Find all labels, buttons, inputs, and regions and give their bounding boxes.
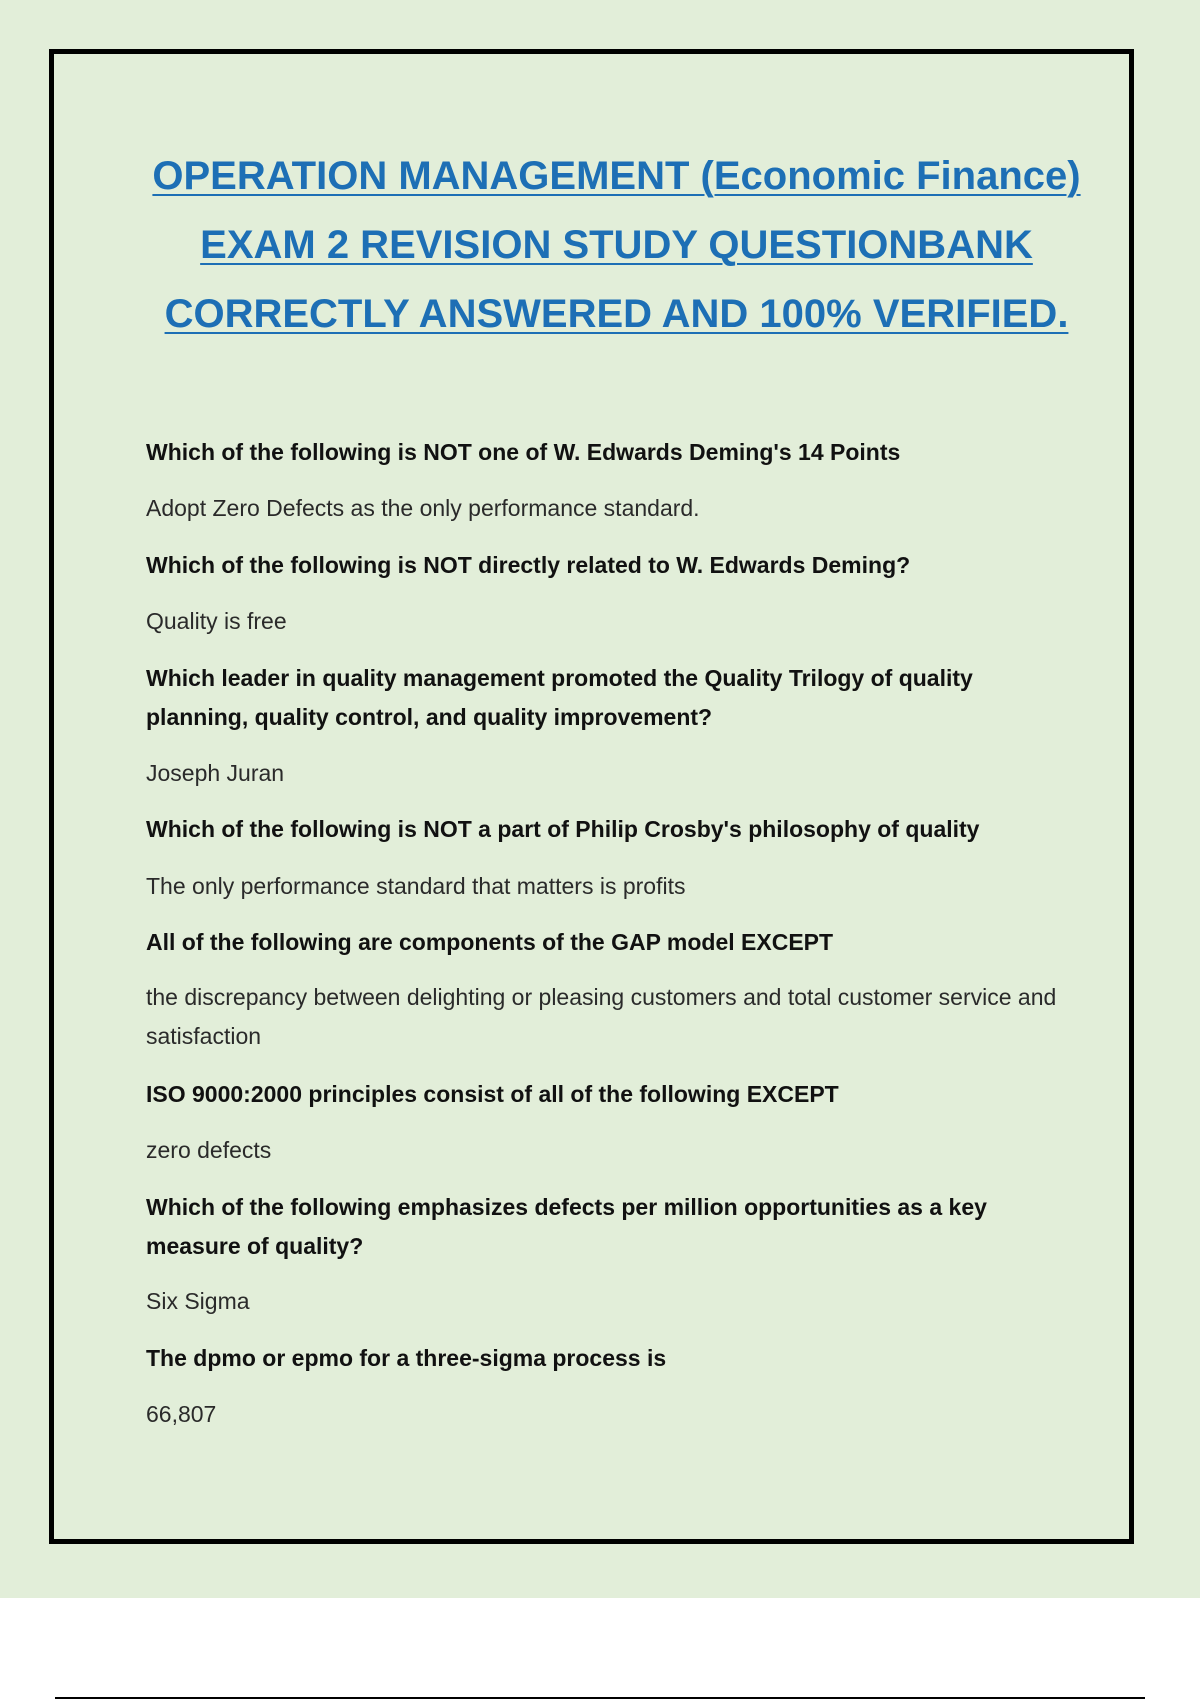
question-6: ISO 9000:2000 principles consist of all of the following EXCEPT (146, 1081, 839, 1107)
document-title: OPERATION MANAGEMENT (Economic Finance) EXAM 2 REVISION STUDY QUESTIONBANK CORRECTLY ANSWERED AND 100% VERIFIED. (152, 154, 1081, 336)
question-1: Which of the following is NOT one of W. Edwards Deming's 14 Points (146, 439, 901, 465)
answer-3: Joseph Juran (146, 760, 285, 786)
answer-7: Six Sigma (146, 1288, 250, 1314)
question-3: Which leader in quality management promoted the Quality Trilogy of quality planning, quality control, and quality improvement? (146, 665, 973, 730)
question-4: Which of the following is NOT a part of Philip Crosby's philosophy of quality (146, 816, 980, 842)
answer-2: Quality is free (146, 608, 287, 634)
answer-5: the discrepancy between delighting or pleasing customers and total customer service and satisfaction (146, 984, 1057, 1049)
answer-4: The only performance standard that matters is profits (146, 873, 686, 899)
answer-8: 66,807 (146, 1401, 217, 1427)
question-8: The dpmo or epmo for a three-sigma process is (146, 1345, 667, 1371)
answer-6: zero defects (146, 1137, 272, 1163)
question-5: All of the following are components of the GAP model EXCEPT (146, 929, 834, 955)
question-2: Which of the following is NOT directly related to W. Edwards Deming? (146, 552, 911, 578)
question-7: Which of the following emphasizes defects per million opportunities as a key measure of quality? (146, 1194, 987, 1259)
answer-1: Adopt Zero Defects as the only performance standard. (146, 495, 700, 521)
footer-divider (55, 1697, 1145, 1699)
